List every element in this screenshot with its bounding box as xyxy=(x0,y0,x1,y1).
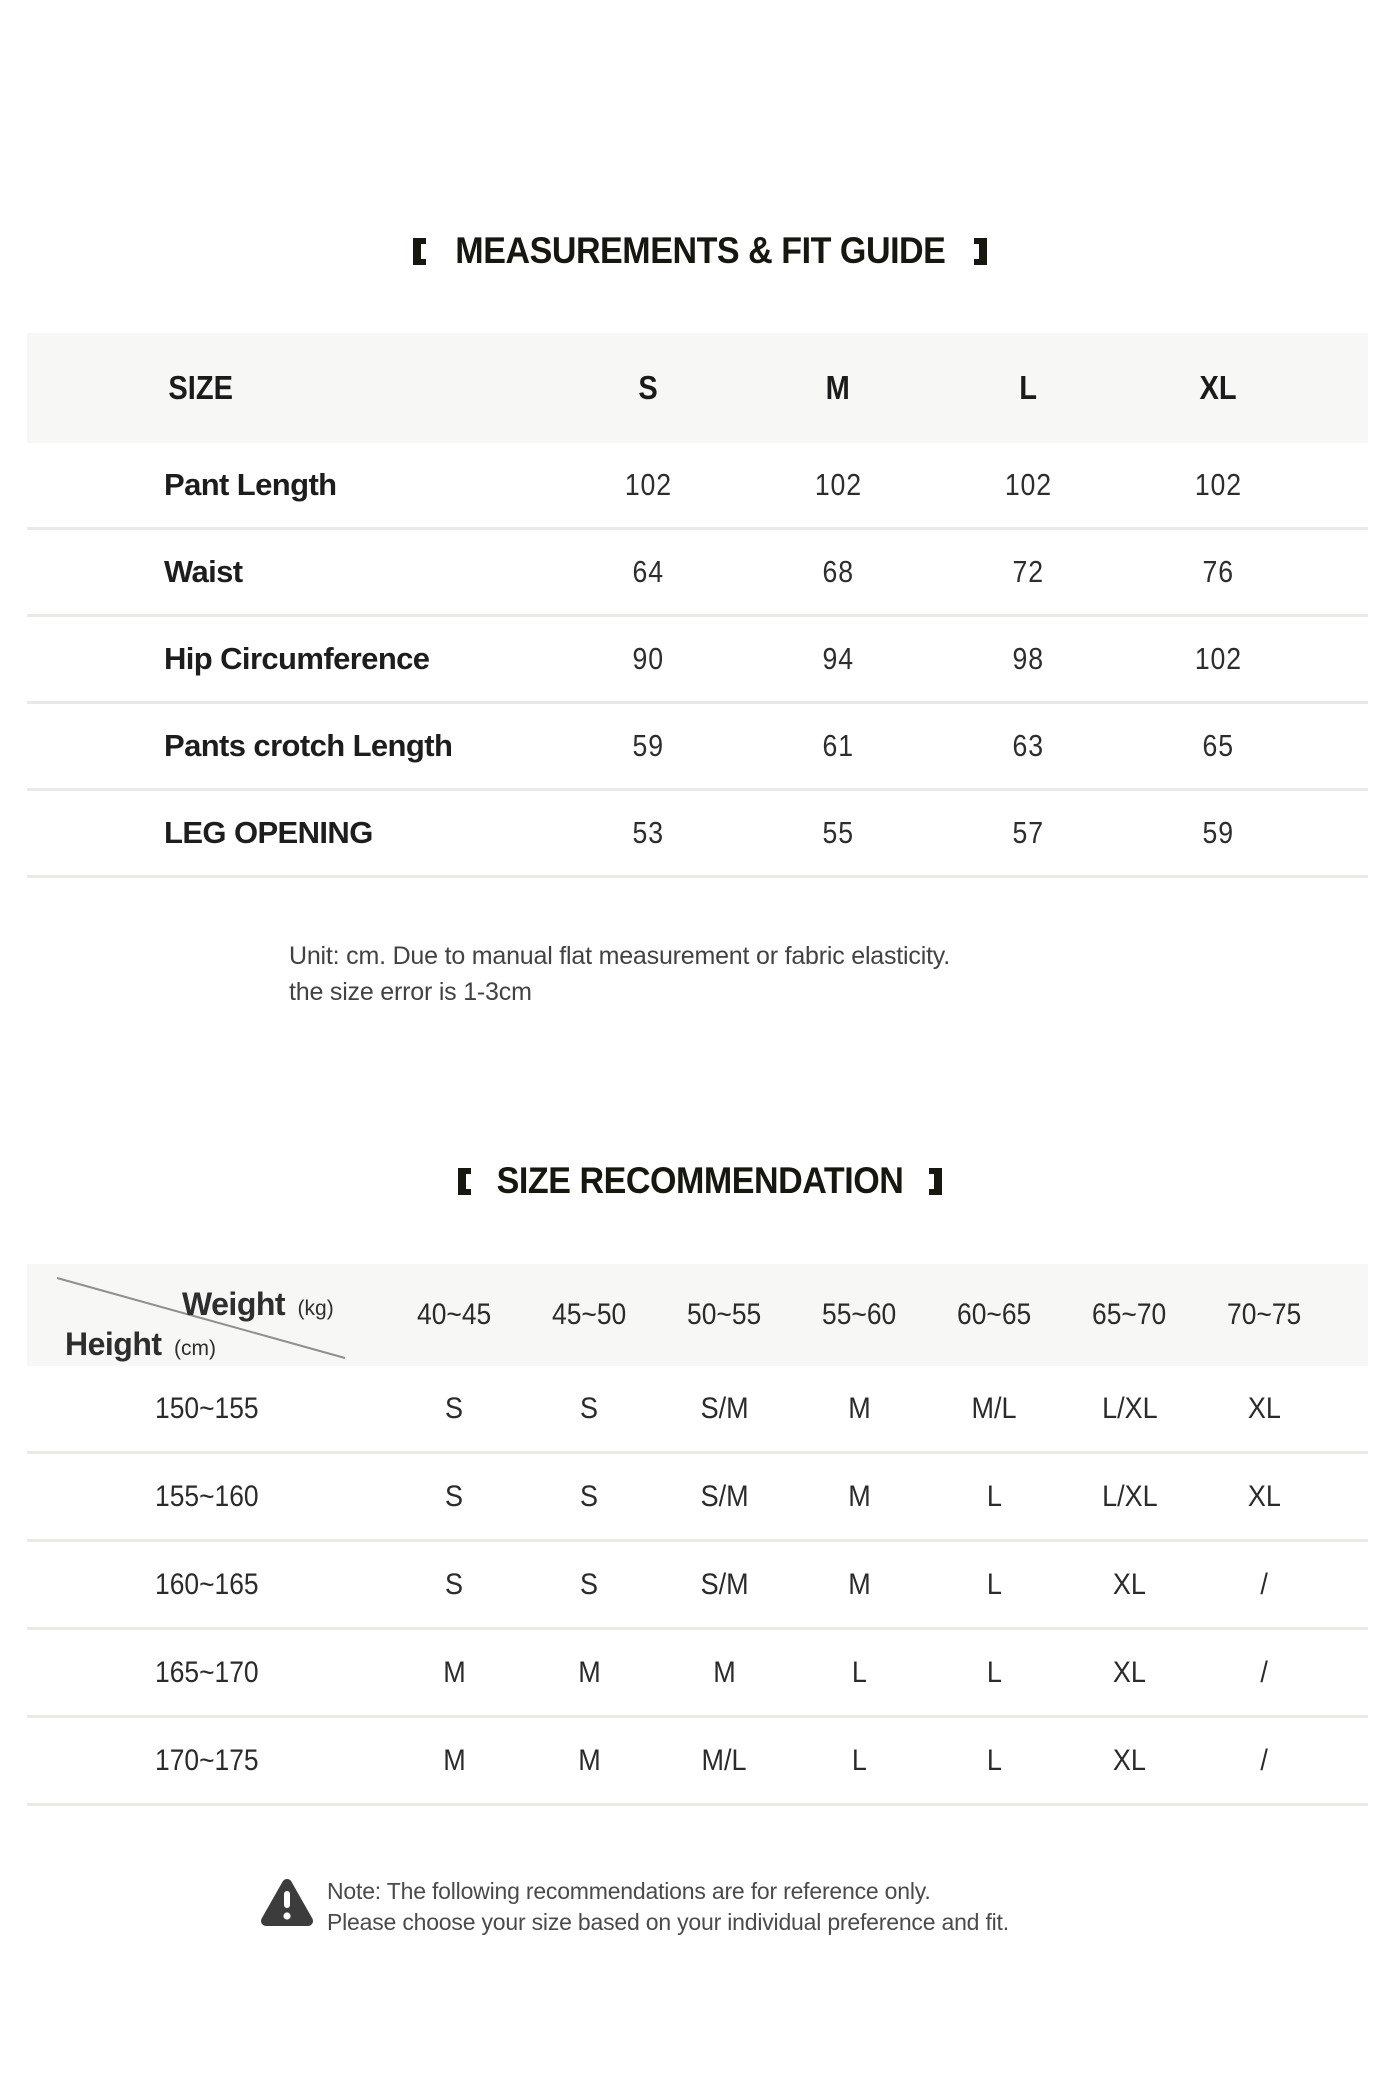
cell-value: S/M xyxy=(700,1567,749,1601)
measurements-table xyxy=(27,333,1368,878)
unit-note-line1: Unit: cm. Due to manual flat measurement or fabric elasticity. xyxy=(289,942,951,970)
weight-unit: (kg) xyxy=(297,1297,334,1320)
table-row-hip-circumference xyxy=(27,617,1368,704)
cell-value: XL xyxy=(1247,1479,1282,1513)
cell-value: 55 xyxy=(822,815,854,850)
size-note-line1: Note: The following recommendations are for reference only. xyxy=(327,1878,931,1904)
recommendation-table xyxy=(27,1264,1368,1806)
column-header-l: L xyxy=(1019,369,1037,406)
cell-value: L xyxy=(851,1655,868,1689)
recommendation-title-text: SIZE RECOMMENDATION xyxy=(496,1160,904,1201)
table-row-pant-length xyxy=(27,443,1368,530)
cell-value: 102 xyxy=(1004,467,1052,502)
size-note-line2: Please choose your size based on your individual preference and fit. xyxy=(327,1909,1009,1935)
cell-value: 65 xyxy=(1202,728,1234,763)
height-label: Height xyxy=(65,1326,162,1362)
height-header xyxy=(65,1326,216,1363)
row-label: LEG OPENING xyxy=(164,815,373,850)
size-note xyxy=(327,1876,1009,1938)
cell-value: 102 xyxy=(1194,641,1242,676)
table-row-leg-opening xyxy=(27,791,1368,878)
cell-value: 57 xyxy=(1012,815,1044,850)
cell-value: 102 xyxy=(814,467,862,502)
lenticular-bracket-left-icon xyxy=(413,238,426,265)
size-column-header: SIZE xyxy=(168,369,233,406)
column-header-s: S xyxy=(638,369,658,406)
row-label: Waist xyxy=(164,554,243,589)
cell-value: S/M xyxy=(700,1391,749,1425)
column-header-xl: XL xyxy=(1199,369,1237,406)
row-label: Pant Length xyxy=(164,467,337,502)
warning-icon xyxy=(260,1877,314,1929)
cell-value: 59 xyxy=(1202,815,1234,850)
cell-value: L xyxy=(986,1567,1003,1601)
cell-value: L xyxy=(986,1655,1003,1689)
cell-value: S xyxy=(445,1479,464,1513)
lenticular-bracket-right-icon xyxy=(929,1168,942,1195)
row-label: Hip Circumference xyxy=(164,641,430,676)
lenticular-bracket-left-icon xyxy=(458,1168,471,1195)
cell-value: 94 xyxy=(822,641,854,676)
table-row-160-165 xyxy=(27,1542,1368,1630)
cell-value: M xyxy=(578,1655,601,1689)
cell-value: / xyxy=(1260,1567,1269,1601)
cell-value: 63 xyxy=(1012,728,1044,763)
cell-value: 98 xyxy=(1012,641,1044,676)
weight-column-header: 65~70 xyxy=(1092,1298,1167,1331)
measurements-table-header-row xyxy=(27,333,1368,443)
cell-value: 61 xyxy=(822,728,854,763)
cell-value: M xyxy=(713,1655,736,1689)
unit-note-line2: the size error is 1-3cm xyxy=(289,978,532,1006)
cell-value: M xyxy=(848,1567,871,1601)
cell-value: S xyxy=(580,1391,599,1425)
cell-value: M xyxy=(848,1391,871,1425)
cell-value: M xyxy=(443,1743,466,1777)
cell-value: L xyxy=(986,1479,1003,1513)
column-header-m: M xyxy=(825,369,851,406)
weight-label: Weight xyxy=(182,1286,286,1322)
cell-value: M xyxy=(848,1479,871,1513)
cell-value: M xyxy=(578,1743,601,1777)
cell-value: 76 xyxy=(1202,554,1234,589)
unit-note xyxy=(289,938,950,1010)
height-row-label: 170~175 xyxy=(155,1743,259,1777)
height-row-label: 155~160 xyxy=(155,1479,259,1513)
cell-value: 53 xyxy=(632,815,664,850)
table-row-165-170 xyxy=(27,1630,1368,1718)
cell-value: S/M xyxy=(700,1479,749,1513)
cell-value: 90 xyxy=(632,641,664,676)
lenticular-bracket-right-icon xyxy=(974,238,987,265)
height-row-label: 160~165 xyxy=(155,1567,259,1601)
cell-value: 72 xyxy=(1012,554,1044,589)
measurements-title-text: MEASUREMENTS & FIT GUIDE xyxy=(454,230,946,271)
cell-value: 102 xyxy=(1194,467,1242,502)
cell-value: L/XL xyxy=(1101,1479,1158,1513)
cell-value: 59 xyxy=(632,728,664,763)
cell-value: L/XL xyxy=(1101,1391,1158,1425)
weight-column-header: 40~45 xyxy=(417,1298,492,1331)
cell-value: L xyxy=(851,1743,868,1777)
cell-value: M xyxy=(443,1655,466,1689)
table-row-pants-crotch-length xyxy=(27,704,1368,791)
weight-column-header: 60~65 xyxy=(957,1298,1032,1331)
cell-value: 68 xyxy=(822,554,854,589)
cell-value: 64 xyxy=(632,554,664,589)
recommendation-table-header-row xyxy=(27,1264,1368,1366)
height-unit: (cm) xyxy=(174,1337,216,1360)
row-label: Pants crotch Length xyxy=(164,728,453,763)
cell-value: / xyxy=(1260,1743,1269,1777)
height-row-label: 150~155 xyxy=(155,1391,259,1425)
cell-value: M/L xyxy=(701,1743,747,1777)
cell-value: 102 xyxy=(624,467,672,502)
table-row-155-160 xyxy=(27,1454,1368,1542)
cell-value: M/L xyxy=(971,1391,1017,1425)
cell-value: S xyxy=(580,1479,599,1513)
weight-column-header: 55~60 xyxy=(822,1298,897,1331)
cell-value: S xyxy=(445,1567,464,1601)
cell-value: S xyxy=(580,1567,599,1601)
table-row-170-175 xyxy=(27,1718,1368,1806)
cell-value: XL xyxy=(1112,1743,1147,1777)
cell-value: / xyxy=(1260,1655,1269,1689)
cell-value: XL xyxy=(1112,1655,1147,1689)
weight-header xyxy=(182,1286,334,1323)
recommendation-title xyxy=(0,1160,1400,1202)
cell-value: XL xyxy=(1247,1391,1282,1425)
weight-column-header: 50~55 xyxy=(687,1298,762,1331)
cell-value: XL xyxy=(1112,1567,1147,1601)
measurements-title xyxy=(0,230,1400,272)
weight-column-header: 45~50 xyxy=(552,1298,627,1331)
weight-height-header-cell xyxy=(27,1264,387,1366)
cell-value: S xyxy=(445,1391,464,1425)
weight-column-header: 70~75 xyxy=(1227,1298,1302,1331)
table-row-150-155 xyxy=(27,1366,1368,1454)
cell-value: L xyxy=(986,1743,1003,1777)
table-row-waist xyxy=(27,530,1368,617)
height-row-label: 165~170 xyxy=(155,1655,259,1689)
